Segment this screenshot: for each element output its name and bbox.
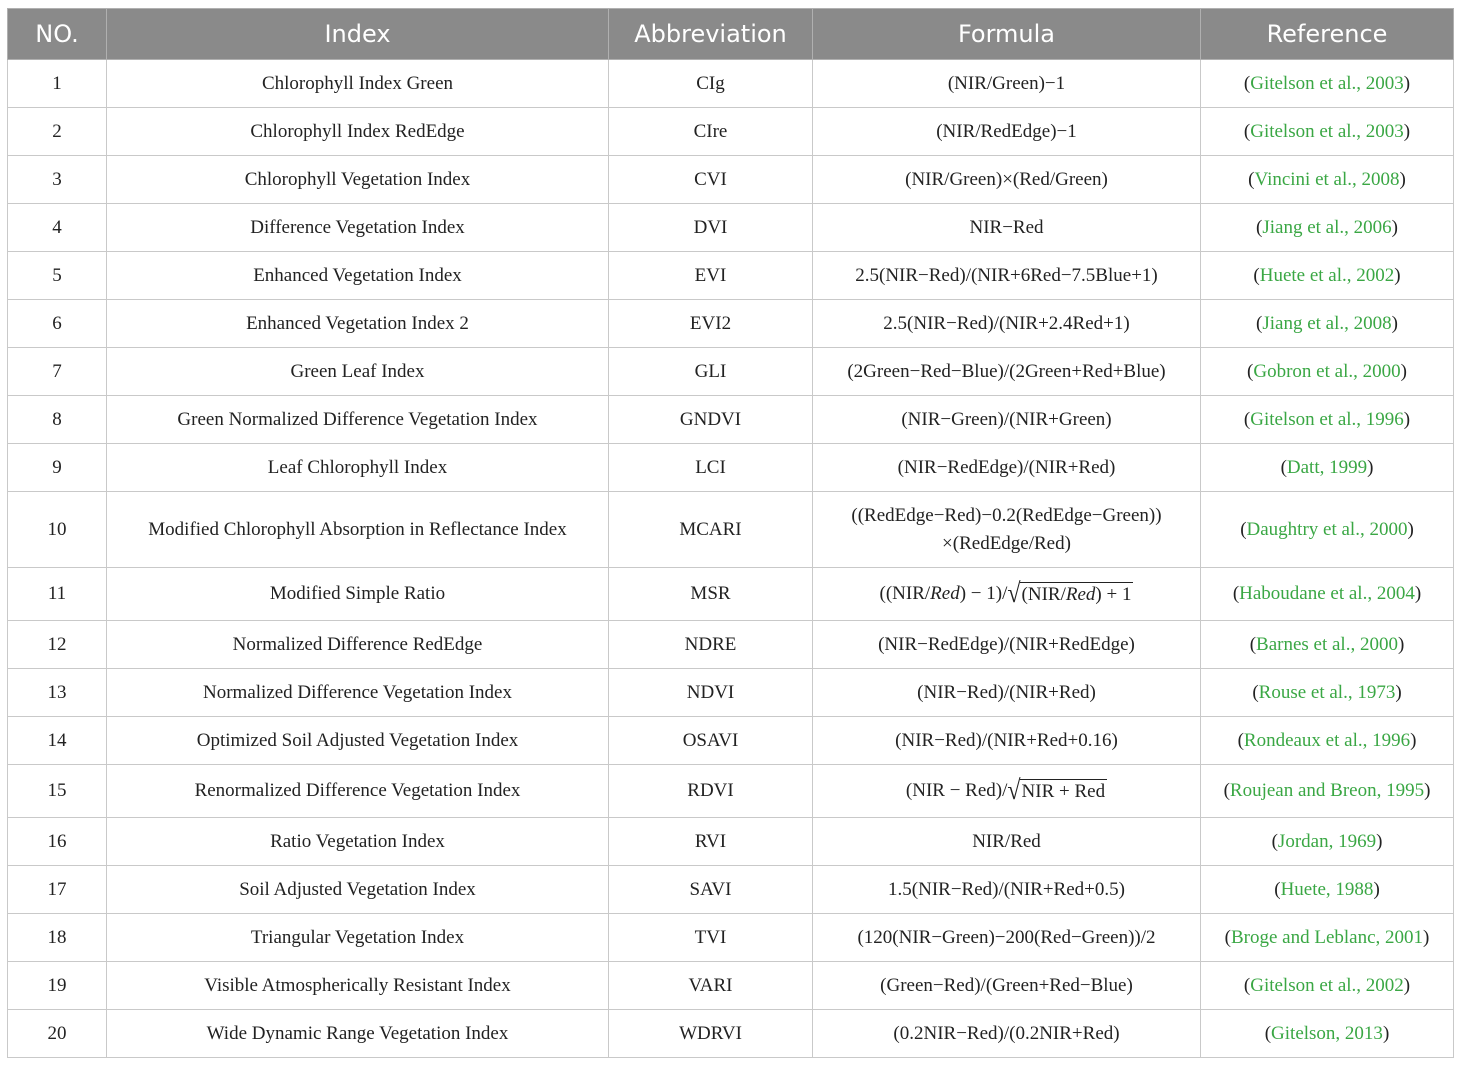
cell-abbreviation: CIg	[609, 60, 813, 108]
formula-part: ) − 1)/	[959, 582, 1008, 604]
header-reference: Reference	[1201, 9, 1454, 60]
table-row	[8, 204, 1454, 252]
cell-abbreviation: DVI	[609, 204, 813, 252]
cell-index: Enhanced Vegetation Index 2	[107, 300, 609, 348]
reference-link[interactable]: Gitelson et al., 1996	[1250, 408, 1404, 430]
cell-reference: (Gitelson et al., 2002)	[1201, 962, 1454, 1010]
cell-abbreviation: WDRVI	[609, 1010, 813, 1058]
cell-index: Visible Atmospherically Resistant Index	[107, 962, 609, 1010]
cell-no: 1	[8, 60, 107, 108]
header-abbreviation: Abbreviation	[609, 9, 813, 60]
table-row	[8, 818, 1454, 866]
cell-abbreviation: TVI	[609, 914, 813, 962]
cell-abbreviation: EVI2	[609, 300, 813, 348]
cell-reference: (Jordan, 1969)	[1201, 818, 1454, 866]
table-row	[8, 914, 1454, 962]
cell-no: 20	[8, 1010, 107, 1058]
cell-index: Green Normalized Difference Vegetation Index	[107, 396, 609, 444]
table-row	[8, 156, 1454, 204]
table-row	[8, 492, 1454, 568]
reference-link[interactable]: Gitelson, 2013	[1271, 1022, 1383, 1044]
cell-no: 10	[8, 492, 107, 568]
cell-no: 11	[8, 568, 107, 621]
cell-formula	[813, 568, 1201, 621]
cell-index: Soil Adjusted Vegetation Index	[107, 866, 609, 914]
cell-reference: (Rondeaux et al., 1996)	[1201, 717, 1454, 765]
cell-index: Optimized Soil Adjusted Vegetation Index	[107, 717, 609, 765]
table-row	[8, 252, 1454, 300]
table-row	[8, 444, 1454, 492]
cell-abbreviation: SAVI	[609, 866, 813, 914]
cell-index: Chlorophyll Vegetation Index	[107, 156, 609, 204]
table-header	[8, 9, 1454, 60]
table-row	[8, 396, 1454, 444]
cell-abbreviation: CIre	[609, 108, 813, 156]
table-body	[8, 60, 1454, 1058]
cell-index: Renormalized Difference Vegetation Index	[107, 765, 609, 818]
reference-link[interactable]: Roujean and Breon, 1995	[1229, 780, 1425, 801]
cell-formula: (NIR/Green)−1	[813, 60, 1201, 108]
reference-link[interactable]: Jiang et al., 2006	[1262, 216, 1392, 238]
cell-formula: (NIR−RedEdge)/(NIR+RedEdge)	[813, 621, 1201, 669]
cell-formula: (NIR−Red)/(NIR+Red+0.16)	[813, 717, 1201, 765]
cell-index: Modified Simple Ratio	[107, 568, 609, 621]
cell-no: 16	[8, 818, 107, 866]
table-row	[8, 300, 1454, 348]
table-row	[8, 765, 1454, 818]
cell-abbreviation: GLI	[609, 348, 813, 396]
cell-no: 3	[8, 156, 107, 204]
cell-abbreviation: EVI	[609, 252, 813, 300]
formula-part: (NIR/	[1021, 584, 1066, 605]
cell-index: Ratio Vegetation Index	[107, 818, 609, 866]
cell-no: 2	[8, 108, 107, 156]
reference-link[interactable]: Gobron et al., 2000	[1253, 360, 1401, 382]
formula-part: NIR + Red	[1021, 781, 1106, 802]
cell-abbreviation: LCI	[609, 444, 813, 492]
formula-part: ) + 1	[1095, 584, 1132, 605]
cell-formula: (0.2NIR−Red)/(0.2NIR+Red)	[813, 1010, 1201, 1058]
table-row	[8, 621, 1454, 669]
cell-reference: (Haboudane et al., 2004)	[1201, 568, 1454, 621]
table-row	[8, 669, 1454, 717]
formula-part: Red	[930, 582, 960, 604]
cell-no: 8	[8, 396, 107, 444]
cell-reference: (Huete, 1988)	[1201, 866, 1454, 914]
cell-reference: (Jiang et al., 2006)	[1201, 204, 1454, 252]
cell-formula: 2.5(NIR−Red)/(NIR+6Red−7.5Blue+1)	[813, 252, 1201, 300]
reference-link[interactable]: Jordan, 1969	[1277, 830, 1377, 852]
reference-link[interactable]: Daughtry et al., 2000	[1246, 518, 1408, 540]
cell-abbreviation: OSAVI	[609, 717, 813, 765]
cell-formula: (2Green−Red−Blue)/(2Green+Red+Blue)	[813, 348, 1201, 396]
cell-no: 9	[8, 444, 107, 492]
cell-formula: (NIR−RedEdge)/(NIR+Red)	[813, 444, 1201, 492]
cell-abbreviation: CVI	[609, 156, 813, 204]
cell-reference: (Barnes et al., 2000)	[1201, 621, 1454, 669]
cell-index: Chlorophyll Index Green	[107, 60, 609, 108]
cell-no: 19	[8, 962, 107, 1010]
cell-formula: 2.5(NIR−Red)/(NIR+2.4Red+1)	[813, 300, 1201, 348]
cell-abbreviation: MCARI	[609, 492, 813, 568]
cell-no: 12	[8, 621, 107, 669]
formula-part: (NIR − Red)/	[905, 779, 1008, 801]
cell-formula: NIR/Red	[813, 818, 1201, 866]
cell-formula: (NIR/RedEdge)−1	[813, 108, 1201, 156]
square-root: √NIR + Red	[1007, 775, 1106, 806]
cell-abbreviation: NDVI	[609, 669, 813, 717]
cell-abbreviation: RVI	[609, 818, 813, 866]
cell-reference: (Vincini et al., 2008)	[1201, 156, 1454, 204]
cell-no: 15	[8, 765, 107, 818]
cell-reference: (Daughtry et al., 2000)	[1201, 492, 1454, 568]
table-row	[8, 1010, 1454, 1058]
vegetation-index-table	[7, 8, 1454, 1058]
cell-index: Green Leaf Index	[107, 348, 609, 396]
cell-index: Normalized Difference Vegetation Index	[107, 669, 609, 717]
table-row	[8, 866, 1454, 914]
cell-no: 17	[8, 866, 107, 914]
table-row	[8, 108, 1454, 156]
header-formula: Formula	[813, 9, 1201, 60]
reference-link[interactable]: Jiang et al., 2008	[1262, 312, 1392, 334]
cell-abbreviation: RDVI	[609, 765, 813, 818]
cell-reference: (Rouse et al., 1973)	[1201, 669, 1454, 717]
cell-formula: (NIR−Red)/(NIR+Red)	[813, 669, 1201, 717]
reference-link[interactable]: Gitelson et al., 2003	[1250, 72, 1404, 94]
cell-no: 5	[8, 252, 107, 300]
cell-index: Normalized Difference RedEdge	[107, 621, 609, 669]
table-row	[8, 568, 1454, 621]
cell-no: 18	[8, 914, 107, 962]
cell-reference: (Roujean and Breon, 1995)	[1201, 765, 1454, 818]
cell-formula: (120(NIR−Green)−200(Red−Green))/2	[813, 914, 1201, 962]
cell-index: Leaf Chlorophyll Index	[107, 444, 609, 492]
table-row	[8, 348, 1454, 396]
square-root: √(NIR/Red) + 1	[1007, 578, 1132, 609]
cell-index: Chlorophyll Index RedEdge	[107, 108, 609, 156]
reference-link[interactable]: Datt, 1999	[1286, 456, 1368, 478]
formula-line-1: ((RedEdge−Red)−0.2(RedEdge−Green))	[851, 504, 1162, 526]
reference-link[interactable]: Huete et al., 2002	[1259, 264, 1395, 286]
cell-formula: (NIR−Green)/(NIR+Green)	[813, 396, 1201, 444]
header-row	[8, 9, 1454, 60]
table-row	[8, 60, 1454, 108]
table-row	[8, 962, 1454, 1010]
cell-formula	[813, 492, 1201, 568]
cell-index: Enhanced Vegetation Index	[107, 252, 609, 300]
cell-abbreviation: MSR	[609, 568, 813, 621]
reference-link[interactable]: Gitelson et al., 2002	[1250, 974, 1404, 996]
reference-link[interactable]: Barnes et al., 2000	[1256, 633, 1398, 655]
cell-no: 4	[8, 204, 107, 252]
cell-reference: (Gitelson et al., 2003)	[1201, 60, 1454, 108]
header-index: Index	[107, 9, 609, 60]
cell-reference: (Gobron et al., 2000)	[1201, 348, 1454, 396]
cell-reference: (Gitelson et al., 2003)	[1201, 108, 1454, 156]
cell-abbreviation: GNDVI	[609, 396, 813, 444]
reference-link[interactable]: Gitelson et al., 2003	[1250, 120, 1404, 142]
cell-index: Modified Chlorophyll Absorption in Reflectance Index	[107, 492, 609, 568]
cell-formula: (Green−Red)/(Green+Red−Blue)	[813, 962, 1201, 1010]
cell-reference: (Broge and Leblanc, 2001)	[1201, 914, 1454, 962]
formula-line-2: ×(RedEdge/Red)	[942, 532, 1071, 554]
cell-reference: (Huete et al., 2002)	[1201, 252, 1454, 300]
cell-abbreviation: NDRE	[609, 621, 813, 669]
cell-no: 13	[8, 669, 107, 717]
formula-part: Red	[1065, 584, 1096, 605]
reference-link[interactable]: Broge and Leblanc, 2001	[1230, 926, 1424, 948]
cell-formula	[813, 765, 1201, 818]
cell-reference: (Gitelson, 2013)	[1201, 1010, 1454, 1058]
reference-link[interactable]: Rondeaux et al., 1996	[1243, 729, 1411, 751]
cell-reference: (Gitelson et al., 1996)	[1201, 396, 1454, 444]
cell-index: Triangular Vegetation Index	[107, 914, 609, 962]
reference-link[interactable]: Vincini et al., 2008	[1254, 168, 1400, 190]
formula-part: ((NIR/	[879, 582, 931, 604]
cell-reference: (Jiang et al., 2008)	[1201, 300, 1454, 348]
reference-link[interactable]: Haboudane et al., 2004	[1239, 583, 1415, 604]
cell-formula: 1.5(NIR−Red)/(NIR+Red+0.5)	[813, 866, 1201, 914]
table-row	[8, 717, 1454, 765]
header-no: NO.	[8, 9, 107, 60]
reference-link[interactable]: Huete, 1988	[1280, 878, 1374, 900]
cell-no: 6	[8, 300, 107, 348]
cell-abbreviation: VARI	[609, 962, 813, 1010]
reference-link[interactable]: Rouse et al., 1973	[1258, 681, 1396, 703]
cell-formula: NIR−Red	[813, 204, 1201, 252]
cell-reference: (Datt, 1999)	[1201, 444, 1454, 492]
cell-no: 7	[8, 348, 107, 396]
cell-index: Wide Dynamic Range Vegetation Index	[107, 1010, 609, 1058]
cell-formula: (NIR/Green)×(Red/Green)	[813, 156, 1201, 204]
cell-index: Difference Vegetation Index	[107, 204, 609, 252]
cell-no: 14	[8, 717, 107, 765]
